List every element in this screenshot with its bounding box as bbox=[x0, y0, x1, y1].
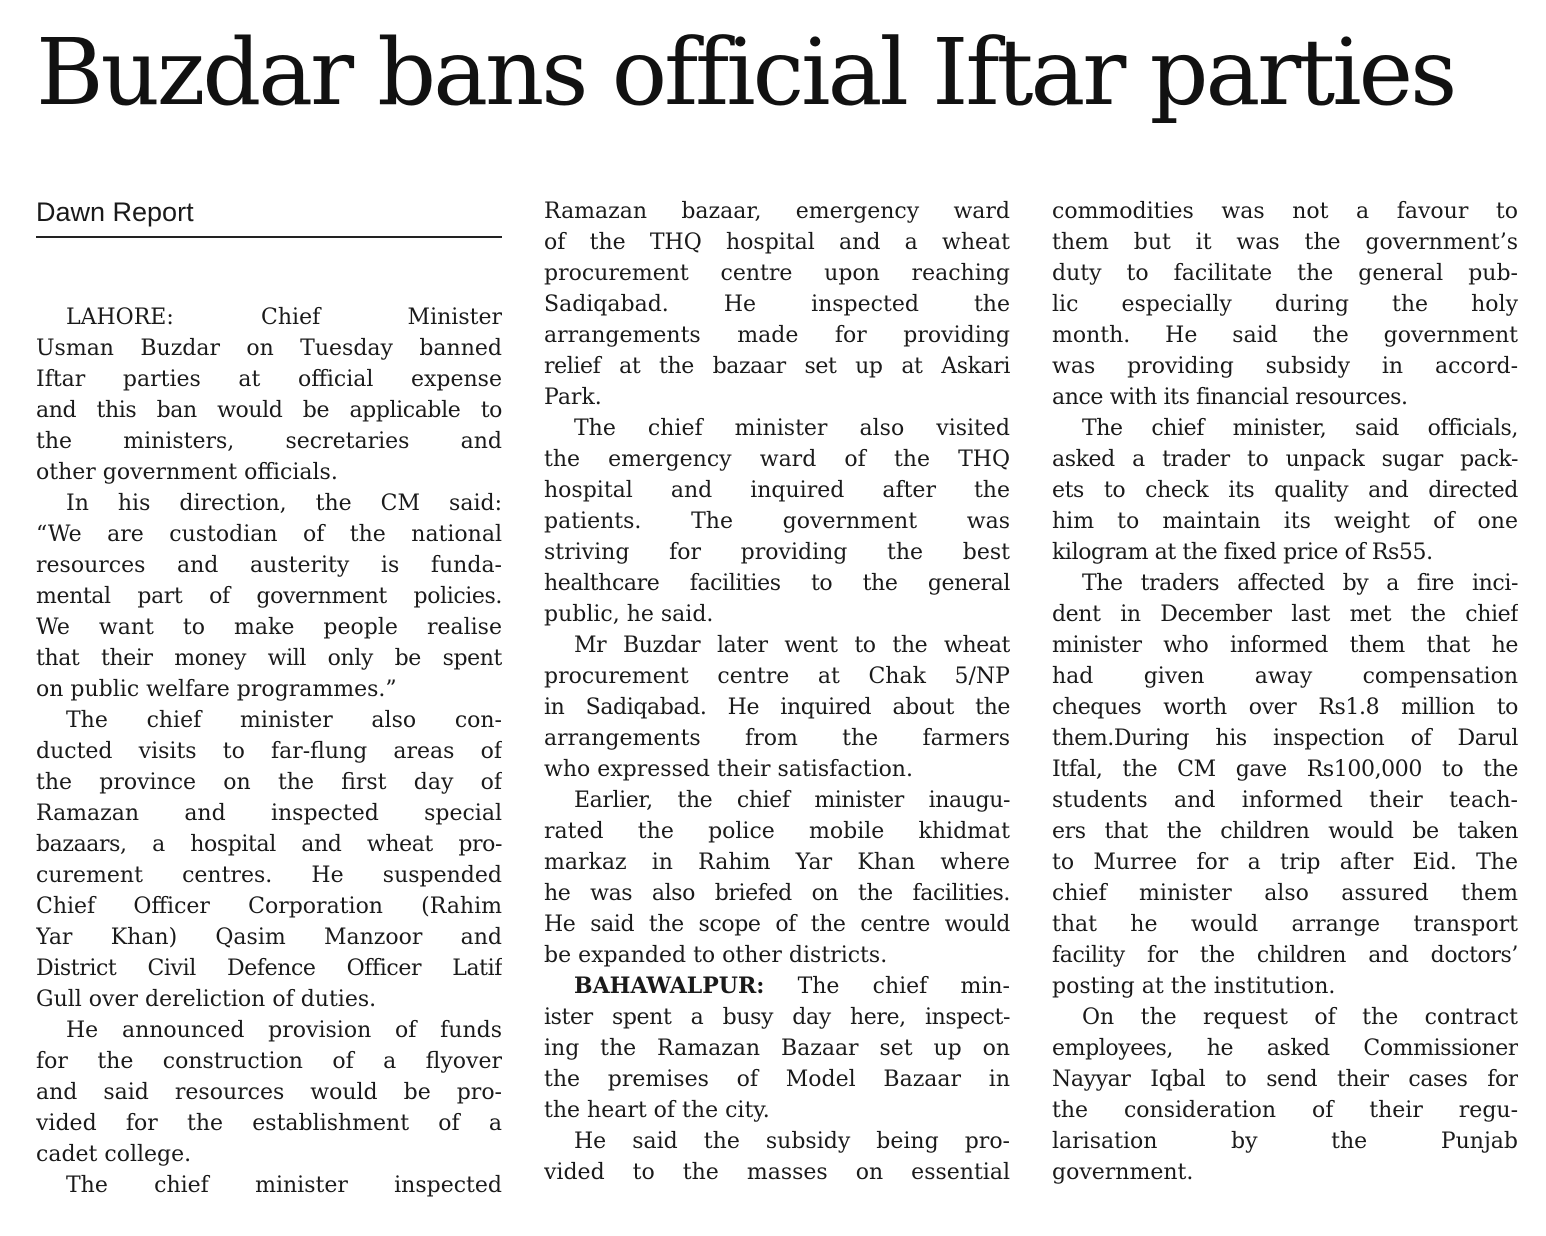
text-line: the ministers, secretaries and bbox=[36, 429, 502, 454]
text-line: He said the scope of the centre would bbox=[544, 912, 1010, 937]
text-line: and said resources would be pro- bbox=[36, 1080, 502, 1105]
text-line: duty to facilitate the general pub- bbox=[1052, 261, 1518, 286]
text-line: month. He said the government bbox=[1052, 323, 1518, 348]
text-line: arrangements made for providing bbox=[544, 323, 1010, 348]
text-line: the heart of the city. bbox=[544, 1098, 770, 1123]
text-line: ance with its financial resources. bbox=[1052, 385, 1408, 410]
text-line-continuation: The chief min- bbox=[797, 974, 1010, 999]
text-line: curement centres. He suspended bbox=[36, 863, 502, 888]
text-line: Mr Buzdar later went to the wheat bbox=[574, 633, 1010, 658]
text-line: employees, he asked Commissioner bbox=[1052, 1036, 1518, 1061]
byline: Dawn Report bbox=[36, 196, 502, 238]
text-line: he was also briefed on the facilities. bbox=[544, 881, 1010, 906]
text-line: Sadiqabad. He inspected the bbox=[544, 292, 1010, 317]
text-line: Nayyar Iqbal to send their cases for bbox=[1052, 1067, 1518, 1092]
text-line: procurement centre upon reaching bbox=[544, 261, 1010, 286]
text-line: The chief minister, said officials, bbox=[1082, 416, 1518, 441]
text-line: resources and austerity is funda- bbox=[36, 553, 502, 578]
text-line: He said the subsidy being pro- bbox=[574, 1129, 1010, 1154]
text-line: “We are custodian of the national bbox=[36, 522, 502, 547]
text-line: LAHORE: Chief Minister bbox=[66, 305, 502, 330]
text-line: on public welfare programmes.” bbox=[36, 677, 397, 702]
text-line: them but it was the government’s bbox=[1052, 230, 1518, 255]
text-line: mental part of government policies. bbox=[36, 584, 502, 609]
text-line: Park. bbox=[544, 385, 602, 410]
text-line: vided to the masses on essential bbox=[544, 1160, 1010, 1185]
text-line: other government officials. bbox=[36, 460, 338, 485]
text-line: asked a trader to unpack sugar pack- bbox=[1052, 447, 1518, 472]
headline: Buzdar bans official Iftar parties bbox=[36, 19, 1455, 126]
text-line: cheques worth over Rs1.8 million to bbox=[1052, 695, 1518, 720]
text-line: Iftar parties at official expense bbox=[36, 367, 502, 392]
text-line: the premises of Model Bazaar in bbox=[544, 1067, 1010, 1092]
text-line: markaz in Rahim Yar Khan where bbox=[544, 850, 1010, 875]
text-line: and this ban would be applicable to bbox=[36, 398, 502, 423]
text-line: dent in December last met the chief bbox=[1052, 602, 1518, 627]
text-line: be expanded to other districts. bbox=[544, 943, 888, 968]
text-line: We want to make people realise bbox=[36, 615, 502, 640]
article-column-2 bbox=[544, 196, 1010, 1188]
text-line: ing the Ramazan Bazaar set up on bbox=[544, 1036, 1010, 1061]
text-line: Gull over dereliction of duties. bbox=[36, 987, 377, 1012]
text-line: had given away compensation bbox=[1052, 664, 1518, 689]
text-line: District Civil Defence Officer Latif bbox=[36, 956, 502, 981]
text-line: government. bbox=[1052, 1160, 1194, 1185]
text-line: The chief minister also con- bbox=[66, 708, 502, 733]
text-line: larisation by the Punjab bbox=[1052, 1129, 1518, 1154]
article-column-1 bbox=[36, 196, 502, 1201]
text-line: lic especially during the holy bbox=[1052, 292, 1518, 317]
text-line: arrangements from the farmers bbox=[544, 726, 1010, 751]
text-line: kilogram at the fixed price of Rs55. bbox=[1052, 540, 1433, 565]
text-line: for the construction of a flyover bbox=[36, 1049, 502, 1074]
text-line: public, he said. bbox=[544, 602, 714, 627]
text-line: of the THQ hospital and a wheat bbox=[544, 230, 1010, 255]
text-line: minister who informed them that he bbox=[1052, 633, 1518, 658]
text-line: facility for the children and doctors’ bbox=[1052, 943, 1518, 968]
text-line: On the request of the contract bbox=[1082, 1005, 1518, 1030]
text-line: to Murree for a trip after Eid. The bbox=[1052, 850, 1518, 875]
text-line bbox=[544, 971, 1010, 1002]
text-line: Itfal, the CM gave Rs100,000 to the bbox=[1052, 757, 1518, 782]
text-line: The traders affected by a fire inci- bbox=[1082, 571, 1518, 596]
text-line: ers that the children would be taken bbox=[1052, 819, 1518, 844]
text-line: The chief minister inspected bbox=[66, 1173, 502, 1198]
text-line: Ramazan and inspected special bbox=[36, 801, 502, 826]
text-line: that their money will only be spent bbox=[36, 646, 502, 671]
text-line: In his direction, the CM said: bbox=[66, 491, 502, 516]
text-line: them.During his inspection of Darul bbox=[1052, 726, 1518, 751]
text-line: Yar Khan) Qasim Manzoor and bbox=[36, 925, 502, 950]
text-line: procurement centre at Chak 5/NP bbox=[544, 664, 1010, 689]
text-line: ducted visits to far-flung areas of bbox=[36, 739, 502, 764]
text-line: students and informed their teach- bbox=[1052, 788, 1518, 813]
text-line: the consideration of their regu- bbox=[1052, 1098, 1518, 1123]
text-line: ister spent a busy day here, inspect- bbox=[544, 1005, 1010, 1030]
text-line: ets to check its quality and directed bbox=[1052, 478, 1518, 503]
text-line: patients. The government was bbox=[544, 509, 1010, 534]
text-line: Chief Officer Corporation (Rahim bbox=[36, 894, 502, 919]
text-line: He announced provision of funds bbox=[66, 1018, 502, 1043]
text-line: vided for the establishment of a bbox=[36, 1111, 502, 1136]
text-line: striving for providing the best bbox=[544, 540, 1010, 565]
article-column-3 bbox=[1052, 196, 1518, 1188]
text-line: cadet college. bbox=[36, 1142, 192, 1167]
text-line: bazaars, a hospital and wheat pro- bbox=[36, 832, 502, 857]
text-line: the emergency ward of the THQ bbox=[544, 447, 1010, 472]
text-line: Earlier, the chief minister inaugu- bbox=[574, 788, 1010, 813]
dateline-bahawalpur: BAHAWALPUR: bbox=[574, 973, 765, 999]
text-line: posting at the institution. bbox=[1052, 974, 1336, 999]
text-line: rated the police mobile khidmat bbox=[544, 819, 1010, 844]
text-line: chief minister also assured them bbox=[1052, 881, 1518, 906]
byline-spacer bbox=[36, 238, 502, 302]
text-line: hospital and inquired after the bbox=[544, 478, 1010, 503]
text-line: that he would arrange transport bbox=[1052, 912, 1518, 937]
text-line: commodities was not a favour to bbox=[1052, 199, 1518, 224]
text-line: healthcare facilities to the general bbox=[544, 571, 1010, 596]
text-line: relief at the bazaar set up at Askari bbox=[544, 354, 1010, 379]
text-line: in Sadiqabad. He inquired about the bbox=[544, 695, 1010, 720]
text-line: The chief minister also visited bbox=[574, 416, 1010, 441]
text-line: was providing subsidy in accord- bbox=[1052, 354, 1518, 379]
text-line: Usman Buzdar on Tuesday banned bbox=[36, 336, 502, 361]
text-line: Ramazan bazaar, emergency ward bbox=[544, 199, 1010, 224]
text-line: the province on the first day of bbox=[36, 770, 502, 795]
text-line: who expressed their satisfaction. bbox=[544, 757, 913, 782]
text-line: him to maintain its weight of one bbox=[1052, 509, 1518, 534]
